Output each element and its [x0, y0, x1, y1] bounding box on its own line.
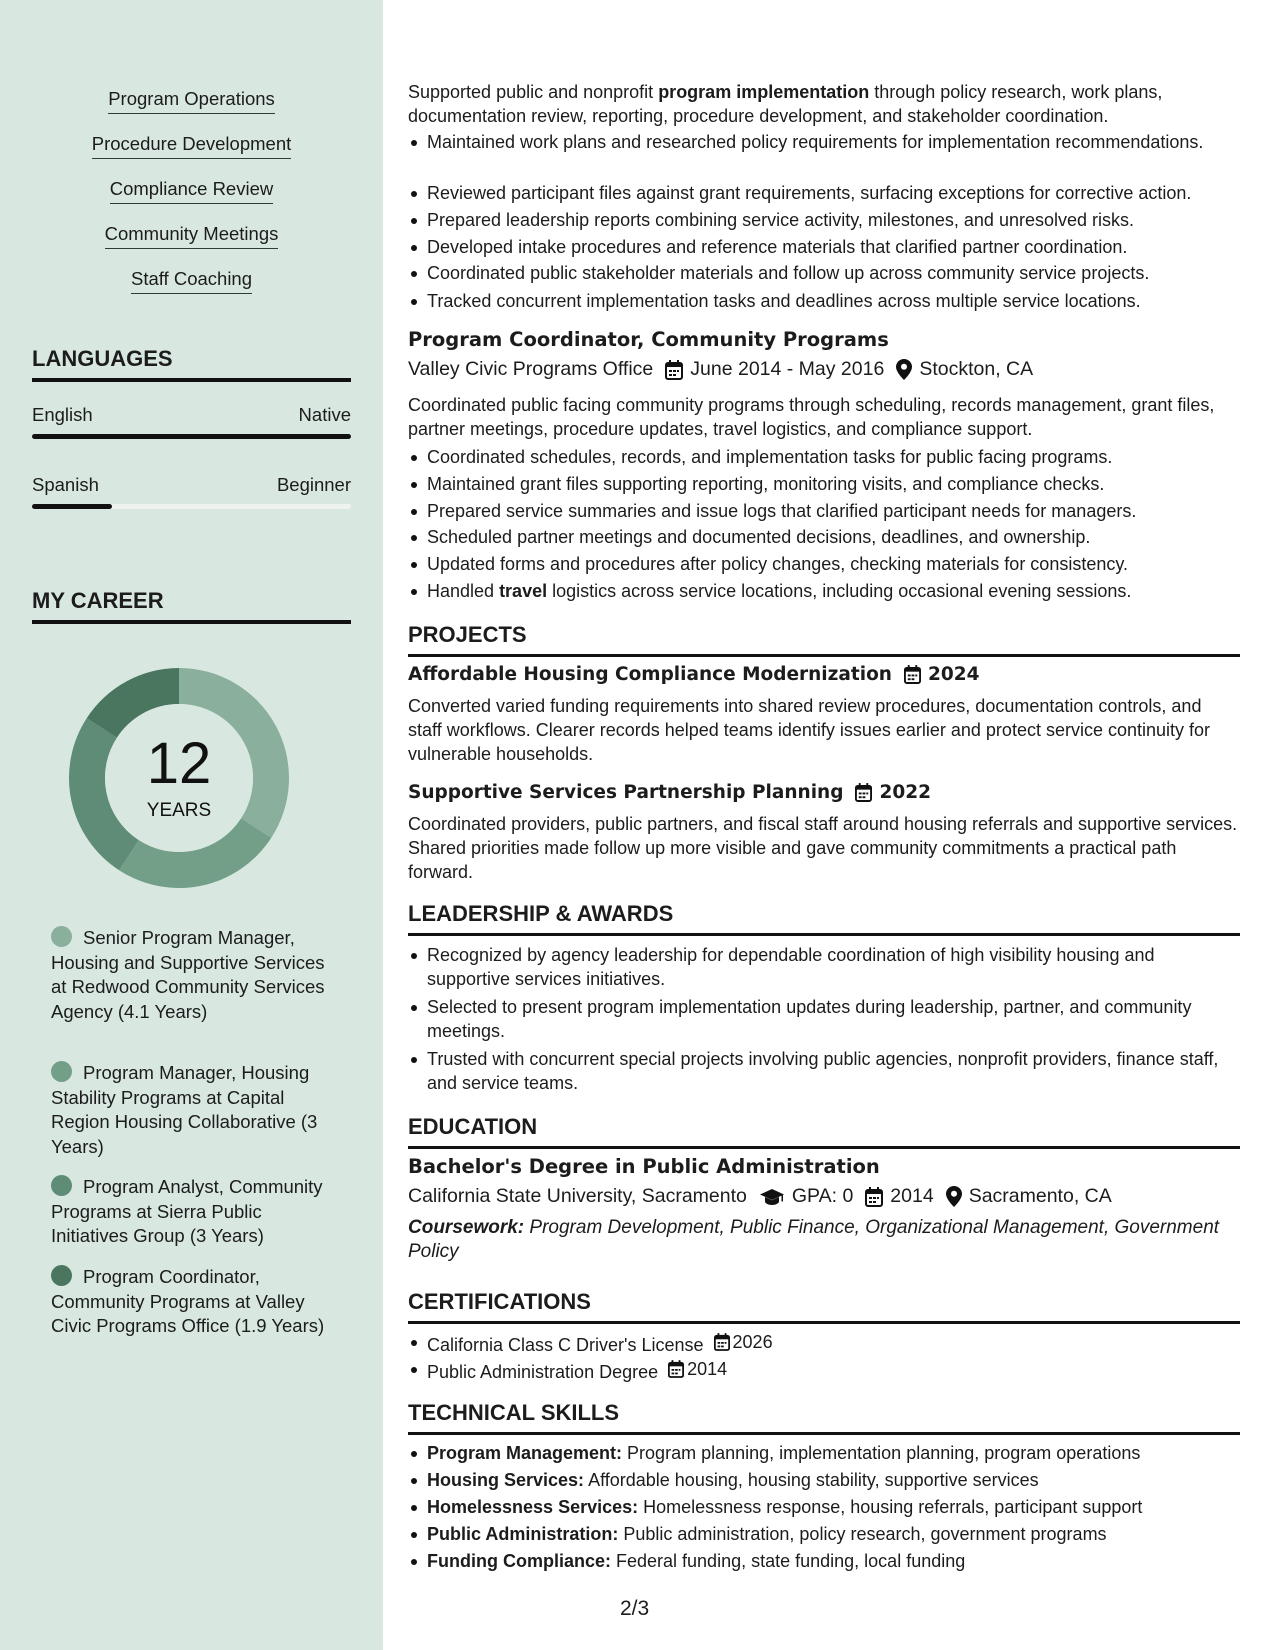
calendar-icon: [665, 360, 683, 380]
leadership-heading: LEADERSHIP & AWARDS: [408, 901, 1240, 936]
calendar-icon: [904, 665, 921, 684]
intro-paragraph: Supported public and nonprofit program implementation through policy research, work plans, documentation review, reporting, procedure development, and stakeholder coordination.: [408, 82, 1163, 126]
list-item: Homelessness Services: Homelessness response, housing referrals, participant support: [408, 1495, 1240, 1522]
language-name: Spanish: [32, 474, 99, 495]
list-item: Prepared leadership reports combining service activity, milestones, and unresolved risks.: [408, 208, 1240, 235]
sidebar: [0, 0, 383, 1650]
degree-title: Bachelor's Degree in Public Administration: [408, 1155, 880, 1178]
list-item: [408, 1330, 1240, 1357]
calendar-icon: [668, 1360, 684, 1378]
career-legend-item: Program Analyst, Community Programs at Sierra Public Initiatives Group (3 Years): [51, 1176, 323, 1246]
location-pin-icon: [946, 1186, 962, 1207]
certification-name: Public Administration Degree: [427, 1362, 659, 1382]
graduation-year: 2014: [890, 1185, 934, 1207]
job-title: Program Coordinator, Community Programs: [408, 328, 889, 351]
calendar-icon: [714, 1333, 730, 1351]
intro-bullets: [408, 130, 1240, 316]
list-item: Developed intake procedures and reference materials that clarified partner coordination.: [408, 235, 1240, 261]
projects-heading: PROJECTS: [408, 622, 1240, 657]
list-item: Trusted with concurrent special projects involving public agencies, nonprofit providers, finance staff, and service teams.: [408, 1047, 1240, 1099]
main-content: [408, 0, 1240, 1650]
graduation-cap-icon: [759, 1188, 785, 1206]
job-meta: [408, 358, 1033, 381]
technical-skills-heading: TECHNICAL SKILLS: [408, 1400, 1240, 1435]
list-item: Selected to present program implementation updates during leadership, partner, and community meetings.: [408, 995, 1240, 1047]
list-item: Scheduled partner meetings and documented decisions, deadlines, and ownership.: [408, 525, 1240, 552]
skill-tag: Program Operations: [0, 88, 383, 114]
list-item: Tracked concurrent implementation tasks and deadlines across multiple service locations.: [408, 289, 1240, 316]
list-item: Coordinated public stakeholder materials and follow up across community service projects.: [408, 261, 1240, 289]
list-item: Housing Services: Affordable housing, housing stability, supportive services: [408, 1468, 1240, 1495]
list-item: Public Administration: Public administration, policy research, government programs: [408, 1522, 1240, 1549]
career-heading: MY CAREER: [32, 588, 351, 624]
skill-tag: Staff Coaching: [0, 268, 383, 294]
list-item: Reviewed participant files against grant requirements, surfacing exceptions for corrective action.: [408, 181, 1240, 208]
career-total-unit: YEARS: [146, 800, 212, 821]
gpa: GPA: 0: [791, 1185, 854, 1207]
list-item: [408, 1357, 1240, 1384]
career-total-years: 12: [146, 731, 212, 796]
languages-heading: LANGUAGES: [32, 346, 351, 382]
language-level: Native: [298, 404, 351, 425]
skill-tag: Procedure Development: [0, 133, 383, 159]
certifications-heading: CERTIFICATIONS: [408, 1289, 1240, 1324]
technical-skills-list: [408, 1441, 1240, 1576]
job-bullets: [408, 445, 1240, 606]
calendar-icon: [865, 1187, 883, 1207]
legend-dot: [51, 926, 72, 947]
education-meta: [408, 1185, 1112, 1208]
language-name: English: [32, 404, 93, 425]
list-item: Maintained work plans and researched policy requirements for implementation recommendations.: [408, 130, 1240, 181]
leadership-bullets: [408, 943, 1240, 1099]
education-heading: EDUCATION: [408, 1114, 1240, 1149]
project-description: Converted varied funding requirements into shared review procedures, documentation controls, and staff workflows. Clearer records helped teams identify issues earlier and protect service continuity for vulnerable households.: [408, 696, 1211, 764]
list-item: Prepared service summaries and issue logs that clarified participant needs for managers.: [408, 499, 1240, 525]
project-year: 2022: [879, 782, 931, 803]
certification-year: 2026: [732, 1332, 773, 1352]
language-bar: [32, 504, 351, 509]
school-location: Sacramento, CA: [968, 1185, 1112, 1207]
skill-tag: Community Meetings: [0, 223, 383, 249]
certification-list: [408, 1330, 1240, 1384]
certification-name: California Class C Driver's License: [427, 1335, 704, 1355]
school-name: California State University, Sacramento: [408, 1185, 747, 1207]
legend-dot: [51, 1061, 72, 1082]
project-description: Coordinated providers, public partners, and fiscal staff around housing referrals and supportive services. Shared priorities made follow up more visible and gave community commitments a practical path forward.: [408, 814, 1238, 882]
coursework: Coursework: Program Development, Public Finance, Organizational Management, Government Policy: [408, 1217, 1220, 1262]
project-title: Affordable Housing Compliance Modernization 2024: [408, 664, 980, 685]
location-pin-icon: [896, 359, 912, 380]
legend-dot: [51, 1175, 72, 1196]
list-item: Coordinated schedules, records, and implementation tasks for public facing programs.: [408, 445, 1240, 472]
job-org: Valley Civic Programs Office: [408, 358, 654, 380]
certification-year: 2014: [687, 1359, 728, 1379]
page-number: 2/3: [620, 1597, 650, 1620]
list-item: Updated forms and procedures after policy changes, checking materials for consistency.: [408, 552, 1240, 579]
career-legend-item: Program Manager, Housing Stability Programs at Capital Region Housing Collaborative (3 Years): [51, 1062, 318, 1157]
language-row: [32, 474, 351, 496]
list-item: Maintained grant files supporting reporting, monitoring visits, and compliance checks.: [408, 472, 1240, 499]
job-summary: Coordinated public facing community programs through scheduling, records management, grant files, partner meetings, procedure updates, travel logistics, and compliance support.: [408, 395, 1215, 439]
list-item: Funding Compliance: Federal funding, state funding, local funding: [408, 1549, 1240, 1576]
language-level: Beginner: [276, 474, 351, 495]
list-item: Program Management: Program planning, implementation planning, program operations: [408, 1441, 1240, 1468]
skill-tag: Compliance Review: [0, 178, 383, 204]
language-bar-fill: [32, 504, 112, 509]
list-item: Handled travel logistics across service locations, including occasional evening sessions.: [408, 579, 1240, 606]
language-bar-fill: [32, 434, 351, 439]
project-title: Supportive Services Partnership Planning 2022: [408, 782, 931, 803]
legend-dot: [51, 1265, 72, 1286]
list-item: Recognized by agency leadership for dependable coordination of high visibility housing and supportive services initiatives.: [408, 943, 1240, 995]
calendar-icon: [855, 783, 872, 802]
language-row: [32, 404, 351, 426]
project-year: 2024: [927, 664, 980, 685]
language-bar: [32, 434, 351, 439]
career-legend-item: Program Coordinator, Community Programs at Valley Civic Programs Office (1.9 Years): [51, 1266, 325, 1336]
career-legend-item: Senior Program Manager, Housing and Supportive Services at Redwood Community Services Agency (4.1 Years): [51, 927, 325, 1022]
job-location: Stockton, CA: [919, 358, 1034, 380]
job-dates: June 2014 - May 2016: [690, 358, 885, 380]
